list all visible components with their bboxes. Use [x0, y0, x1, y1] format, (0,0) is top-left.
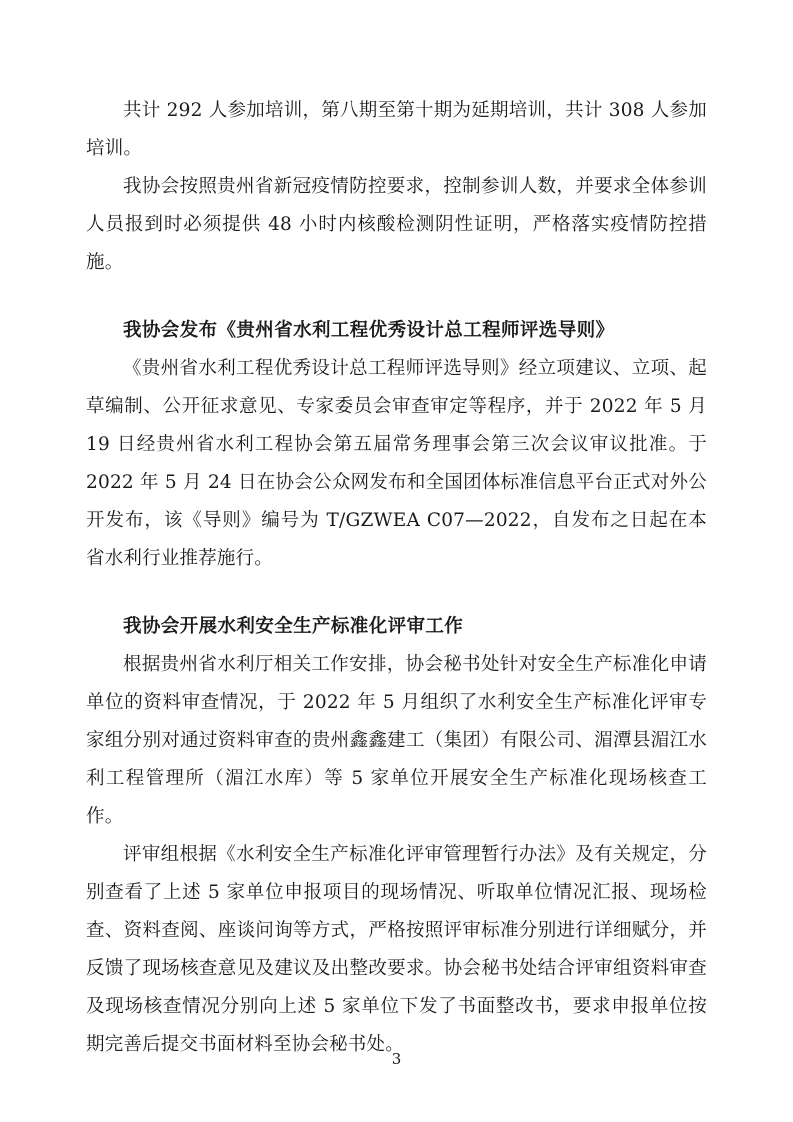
paragraph-training-summary: 共计 292 人参加培训，第八期至第十期为延期培训，共计 308 人参加培训。 — [86, 100, 707, 159]
heading-guideline-release: 我协会发布《贵州省水利工程优秀设计总工程师评选导则》 — [123, 320, 615, 341]
heading-safety-standardization-review: 我协会开展水利安全生产标准化评审工作 — [123, 616, 464, 637]
paragraph-review-group-findings: 评审组根据《水利安全生产标准化评审管理暂行办法》及有关规定，分别查看了上述 5 家单位申报项目的现场情况、听取单位情况汇报、现场检查、资料查阅、座谈问询等方式，严格按照评审标准分别进行详细赋分，并反馈了现场核查意见及建议及出整改要求。协会秘书处结合评审组资料审查及现场核查情况分别向上述 5 家单位下发了书面整改书，要求申报单位按期完善后提交书面材料至协会秘书处。 — [86, 844, 707, 1055]
paragraph-onsite-inspection: 根据贵州省水利厅相关工作安排，协会秘书处针对安全生产标准化申请单位的资料审查情况，于 2022 年 5 月组织了水利安全生产标准化评审专家组分别对通过资料审查的贵州鑫鑫建工（集团）有限公司、湄潭县湄江水利工程管理所（湄江水库）等 5 家单位开展安全生产标准化现场核查工作。 — [86, 654, 707, 827]
page-number: 3 — [391, 1050, 402, 1068]
paragraph-epidemic-control: 我协会按照贵州省新冠疫情防控要求，控制参训人数，并要求全体参训人员报到时必须提供 48 小时内核酸检测阴性证明，严格落实疫情防控措施。 — [86, 176, 707, 273]
paragraph-guideline-detail: 《贵州省水利工程优秀设计总工程师评选导则》经立项建议、立项、起草编制、公开征求意见、专家委员会审查审定等程序，并于 2022 年 5 月 19 日经贵州省水利工程协会第五届常务理事会第三次会议审议批准。于 2022 年 5 月 24 日在协会公众网发布和全国团体标准信息平台正式对外公开发布，该《导则》编号为 T/GZWEA C07—2022，自发布之日起在本省水利行业推荐施行。 — [86, 358, 707, 569]
section-spacer — [86, 282, 707, 312]
section-spacer — [86, 578, 707, 608]
document-body — [86, 92, 707, 1064]
